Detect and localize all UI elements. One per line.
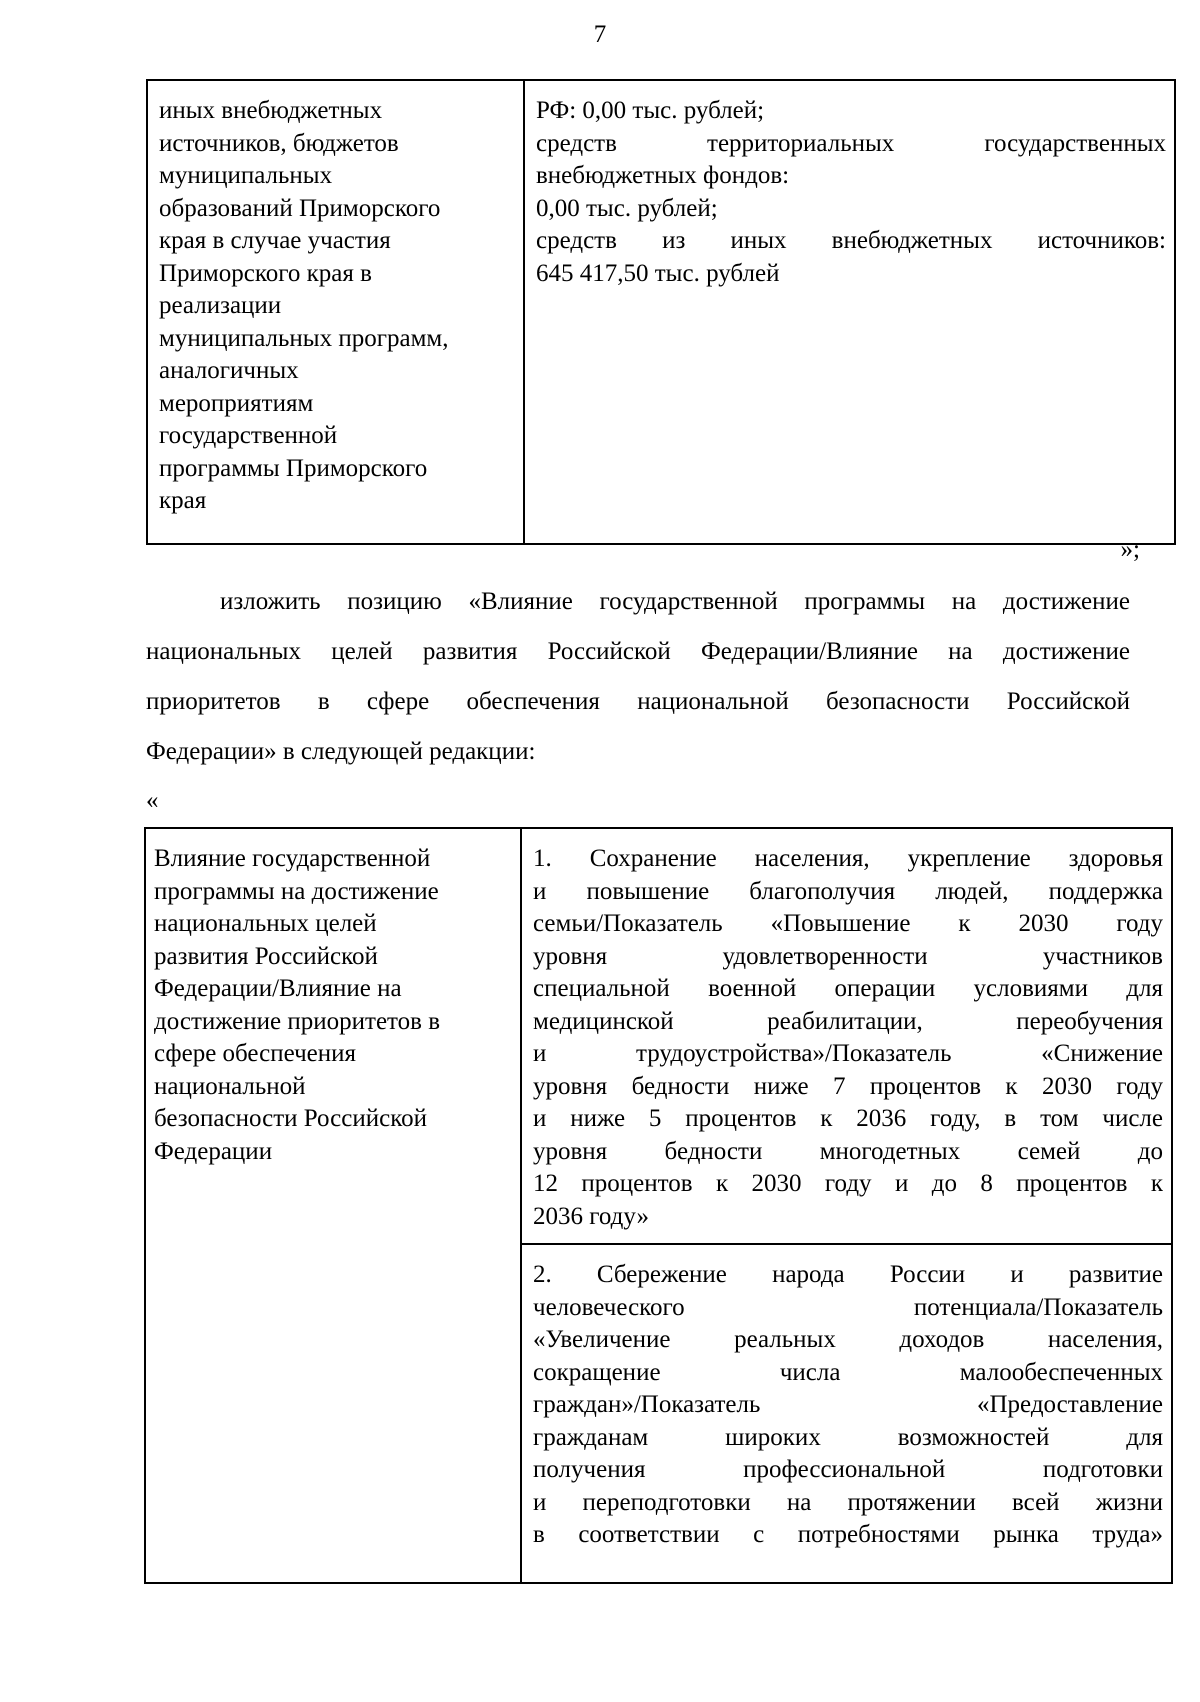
cell-text-line: Федерации/Влияние на — [154, 975, 402, 1002]
page-number: 7 — [593, 21, 607, 48]
cell-text-line: муниципальных — [159, 162, 333, 189]
table-cell-label — [147, 80, 524, 544]
table-cell-item-1 — [521, 828, 1172, 1244]
cell-text-line: уровня бедности многодетных семей до — [533, 1137, 1163, 1165]
cell-text-line: медицинской реабилитации, переобучения — [533, 1007, 1163, 1035]
table-cell-label — [145, 828, 521, 1583]
cell-text-line: образований Приморского — [159, 194, 441, 222]
cell-text-line: 2036 году» — [533, 1202, 650, 1230]
table-cell-item-2 — [521, 1244, 1172, 1583]
cell-text-line: гражданам широких возможностей для — [533, 1423, 1163, 1451]
cell-text-line: Федерации — [154, 1137, 273, 1165]
cell-text-line: достижение приоритетов в — [154, 1007, 440, 1035]
cell-text-line: и ниже 5 процентов к 2036 году, в том числе — [533, 1105, 1163, 1132]
cell-text-line: реализации — [159, 292, 282, 319]
cell-text-line: Приморского края в — [159, 259, 372, 287]
cell-text-line: безопасности Российской — [154, 1105, 427, 1132]
cell-text-line: программы на достижение — [154, 877, 439, 905]
cell-text-line: развития Российской — [154, 942, 378, 970]
cell-text-line: уровня бедности ниже 7 процентов к 2030 году — [533, 1072, 1163, 1100]
opening-quote: « — [146, 787, 159, 814]
cell-text-line: национальной — [154, 1072, 306, 1100]
cell-text-line: иных внебюджетных — [159, 97, 383, 124]
cell-text-line: края в случае участия — [159, 227, 391, 254]
cell-text-line: специальной военной операции условиями для — [533, 975, 1163, 1002]
cell-text-line: программы Приморского — [159, 454, 428, 482]
cell-text-line: получения профессиональной подготовки — [533, 1456, 1163, 1483]
cell-text-line: аналогичных — [159, 357, 299, 384]
cell-text-line: 1. Сохранение населения, укрепление здоровья — [533, 845, 1163, 872]
body-paragraph — [146, 577, 1130, 777]
table-row — [147, 80, 1175, 544]
closing-quote: »; — [1120, 536, 1140, 563]
cell-text-line: человеческого потенциала/Показатель — [533, 1293, 1163, 1321]
cell-text-line: и переподготовки на протяжении всей жизни — [533, 1488, 1163, 1516]
amended-table — [144, 827, 1173, 1584]
paragraph-line: национальных целей развития Российской Федерации/Влияние на достижение — [146, 638, 1130, 665]
cell-text-line: внебюджетных фондов: — [536, 162, 790, 189]
cell-text-line: сокращение числа малообеспеченных — [533, 1358, 1163, 1386]
cell-text-line: 0,00 тыс. рублей; — [536, 194, 718, 222]
cell-text-line: Влияние государственной — [154, 845, 431, 872]
cell-text-line: 2. Сбережение народа России и развитие — [533, 1261, 1163, 1288]
table-cell-value — [524, 80, 1175, 544]
cell-text-line: средств из иных внебюджетных источников: — [536, 227, 1166, 254]
paragraph-line: изложить позицию «Влияние государственной программы на достижение — [220, 588, 1130, 615]
paragraph-line: Федерации» в следующей редакции: — [146, 738, 536, 765]
cell-text-line: семьи/Показатель «Повышение к 2030 году — [533, 910, 1163, 937]
cell-text-line: мероприятиям — [159, 389, 314, 417]
cell-text-line: государственной — [159, 422, 338, 449]
cell-text-line: сфере обеспечения — [154, 1040, 357, 1067]
cell-text-line: источников, бюджетов — [159, 129, 399, 157]
cell-text-line: «Увеличение реальных доходов населения, — [533, 1326, 1163, 1353]
cell-text-line: муниципальных программ, — [159, 324, 449, 352]
cell-text-line: и повышение благополучия людей, поддержка — [533, 877, 1163, 905]
cell-text-line: и трудоустройства»/Показатель «Снижение — [533, 1040, 1163, 1067]
cell-text-line: граждан»/Показатель «Предоставление — [533, 1391, 1163, 1418]
cell-text-line: 645 417,50 тыс. рублей — [536, 259, 780, 287]
cell-text-line: национальных целей — [154, 910, 377, 937]
cell-text-line: средств территориальных государственных — [536, 129, 1166, 157]
cell-text-line: РФ: 0,00 тыс. рублей; — [536, 97, 765, 124]
cell-text-line: уровня удовлетворенности участников — [533, 942, 1163, 970]
paragraph-line: приоритетов в сфере обеспечения национальной безопасности Российской — [146, 688, 1130, 715]
cell-text-line: 12 процентов к 2030 году и до 8 процентов к — [533, 1170, 1163, 1197]
cell-text-line: края — [159, 487, 207, 514]
continued-table — [146, 79, 1176, 545]
cell-text-line: в соответствии с потребностями рынка труда» — [533, 1521, 1163, 1548]
table-row — [145, 828, 1172, 1244]
